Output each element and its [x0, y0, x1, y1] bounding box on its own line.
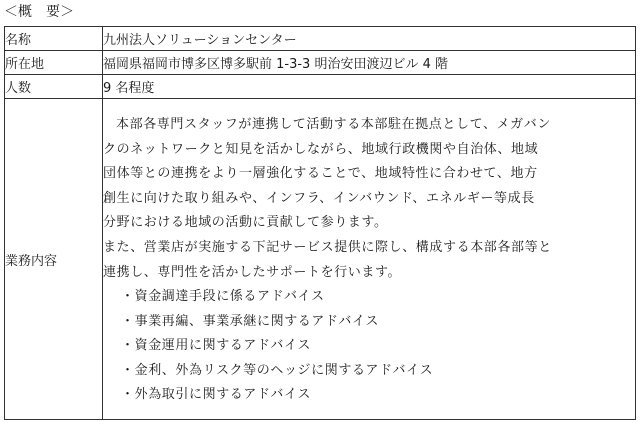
paragraph1-line: 本部各専門スタッフが連携して活動する本部駐在拠点として、メガバン: [116, 116, 551, 132]
row-label-headcount: 人数: [5, 75, 103, 99]
row-label-business: 業務内容: [5, 99, 103, 420]
row-value-name: 九州法人ソリューションセンター: [103, 27, 636, 51]
paragraph1-line: クのネットワークと知見を活かしながら、地域行政機関や自治体、地域: [103, 141, 539, 157]
paragraph1-line: 分野における地域の活動に貢献して参ります。: [103, 215, 388, 231]
table-row-headcount: [5, 75, 636, 99]
table-row-business: [5, 99, 636, 420]
service-list: [103, 285, 629, 408]
paragraph1-line: 創生に向けた取り組みや、インフラ、インバウンド、エネルギー等成長: [103, 190, 535, 206]
business-description: [103, 110, 635, 408]
row-value-headcount: 9 名程度: [103, 75, 636, 99]
table-row-name: [5, 27, 636, 51]
row-value-address: 福岡県福岡市博多区博多駅前 1-3-3 明治安田渡辺ビル 4 階: [103, 51, 636, 75]
service-list-item: ・金利、外為リスク等のヘッジに関するアドバイス: [121, 362, 434, 378]
overview-table: [4, 26, 636, 420]
paragraph2-line: 連携し、専門性を活かしたサポートを行います。: [103, 264, 402, 280]
section-heading: ＜概 要＞: [4, 4, 74, 20]
table-row-address: [5, 51, 636, 75]
row-label-name: 名称: [5, 27, 103, 51]
service-list-item: ・事業再編、事業承継に関するアドバイス: [121, 313, 380, 329]
service-list-item: ・外為取引に関するアドバイス: [121, 387, 312, 403]
row-label-address: 所在地: [5, 51, 103, 75]
paragraph1-line: 団体等との連携をより一層強化することで、地域特性に合わせて、地方: [103, 166, 538, 182]
paragraph2-line: また、営業店が実施する下記サービス提供に際し、構成する本部各部等と: [103, 239, 552, 255]
row-value-business: [103, 99, 636, 420]
service-list-item: ・資金調達手段に係るアドバイス: [121, 289, 325, 305]
service-list-item: ・資金運用に関するアドバイス: [121, 338, 312, 354]
